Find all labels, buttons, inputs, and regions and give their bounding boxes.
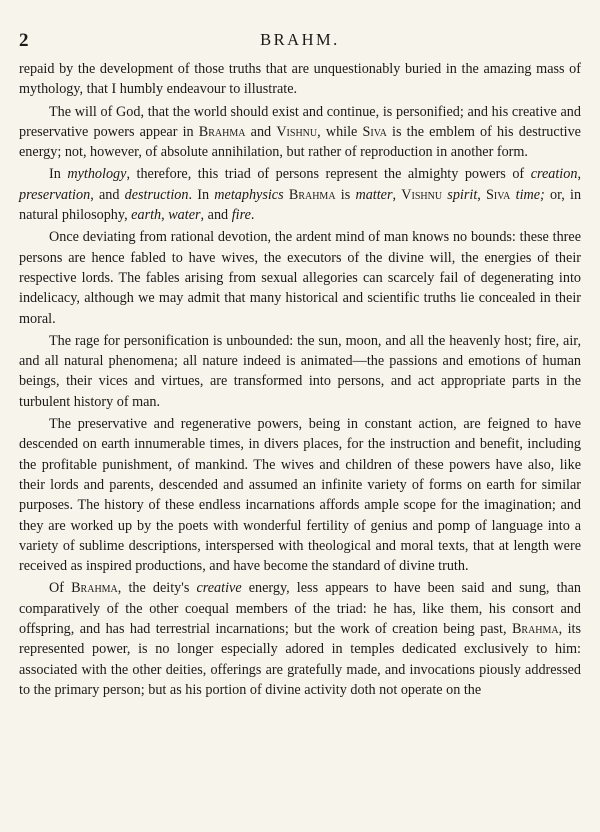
small-caps-name: Brahma <box>511 621 559 638</box>
text-run: Once deviating from rational devotion, the ardent mind of man knows no bounds: these three persons are hence fabled to have wives, the executors of the divine will, the energies of their respective lords. The fables arising from sexual allegories can scarcely fail of degenerating into indelicacy, although we may admit that many historical and scientific truths lie concealed in their moral. <box>19 229 581 327</box>
paragraph <box>19 59 581 100</box>
paragraph <box>19 227 581 328</box>
text-run: is the emblem of his destructive energy; not, however, of absolute annihilation, but rather of reproduction in another form. <box>19 123 581 161</box>
small-caps-name: Siva <box>486 186 511 203</box>
paragraph <box>19 102 581 163</box>
italic-term: destruction <box>124 186 189 203</box>
small-caps-name: Vishnu <box>276 123 318 140</box>
text-run: The rage for personification is unbounded: the sun, moon, and all the heavenly host; fire, air, and all natural phenomena; all nature indeed is animated—the passions and emotions of human beings, their vices and virtues, are transformed into persons, and act appropriate parts in the turbulent history of man. <box>19 332 581 410</box>
text-run: is <box>335 186 356 203</box>
text-run: Of <box>49 580 72 597</box>
small-caps-name: Brahma <box>71 580 118 597</box>
italic-term: preservation <box>19 186 91 203</box>
paragraph <box>19 164 581 225</box>
italic-term: creative <box>196 580 242 597</box>
body-text <box>19 59 581 700</box>
text-run: . In <box>188 186 215 203</box>
text-run: , and <box>200 207 232 224</box>
italic-term: matter <box>355 186 393 203</box>
italic-term: earth <box>131 207 162 224</box>
text-run: repaid by the development of those truths that are unquestionably buried in the amazing mass of mythology, that I humbly endeavour to illustrate. <box>19 61 581 98</box>
italic-term: spirit <box>447 186 478 203</box>
paragraph <box>19 414 581 576</box>
text-run: , the deity's <box>117 580 197 597</box>
text-run: , <box>577 166 581 183</box>
text-run: and <box>245 123 277 140</box>
text-run: or, in natural philosophy, <box>19 186 582 224</box>
italic-term: water <box>168 207 201 224</box>
italic-term: creation <box>530 166 578 183</box>
text-run: , therefore, this triad of persons represent the almighty powers of <box>126 166 531 183</box>
small-caps-name: Vishnu <box>401 186 443 203</box>
running-title: BRAHM. <box>260 30 340 49</box>
text-run: energy, less appears to have been said and sung, than comparatively of the other coequal members of the triad: he has, like them, his consort and offspring, and has had terrestrial incarnations; but the work of creation being past, <box>19 580 581 638</box>
small-caps-name: Brahma <box>288 186 336 203</box>
italic-term: fire <box>231 207 251 224</box>
text-run: , <box>161 207 169 224</box>
text-run: In <box>49 166 68 183</box>
text-run: The preservative and regenerative powers, being in constant action, are feigned to have descended on earth innumerable times, in divers places, for the instruction and benefit, including the profitable punishment, of mankind. The wives and children of these powers have also, like their lords and parents, descended and assumed an infinite variety of forms on earth for similar purposes. The history of these endless incarnations affords ample scope for the imagination; and they are worked up by the poets with wonderful fertility of genius and pomp of language into a variety of sublime descriptions, interspersed with theological and moral texts, that at length were received as inspired productions, and have become the standard of divine truth. <box>19 416 581 575</box>
italic-term: mythology <box>67 166 127 183</box>
paragraph <box>19 578 581 700</box>
page-number: 2 <box>19 30 29 51</box>
text-run: The will of God, that the world should exist and continue, is personified; and his creative and preservative powers appear in <box>19 103 581 140</box>
text-run: , and <box>90 186 125 203</box>
text-run: , while <box>317 123 363 140</box>
page-header <box>19 30 581 52</box>
italic-term: metaphysics <box>214 186 284 203</box>
text-run: , its represented power, is no longer especially adored in temples dedicated exclusively to him: associated with the other deities, offerings are gratefully made, and invocations piously addressed to the primary person; but as his portion of divine activity doth not operate on the <box>19 621 581 698</box>
small-caps-name: Siva <box>362 123 387 140</box>
paragraph <box>19 331 581 412</box>
text-run: , <box>477 186 487 203</box>
text-run: , <box>392 186 402 203</box>
small-caps-name: Brahma <box>198 123 246 140</box>
italic-term: time; <box>515 186 545 203</box>
text-run: . <box>250 207 255 224</box>
